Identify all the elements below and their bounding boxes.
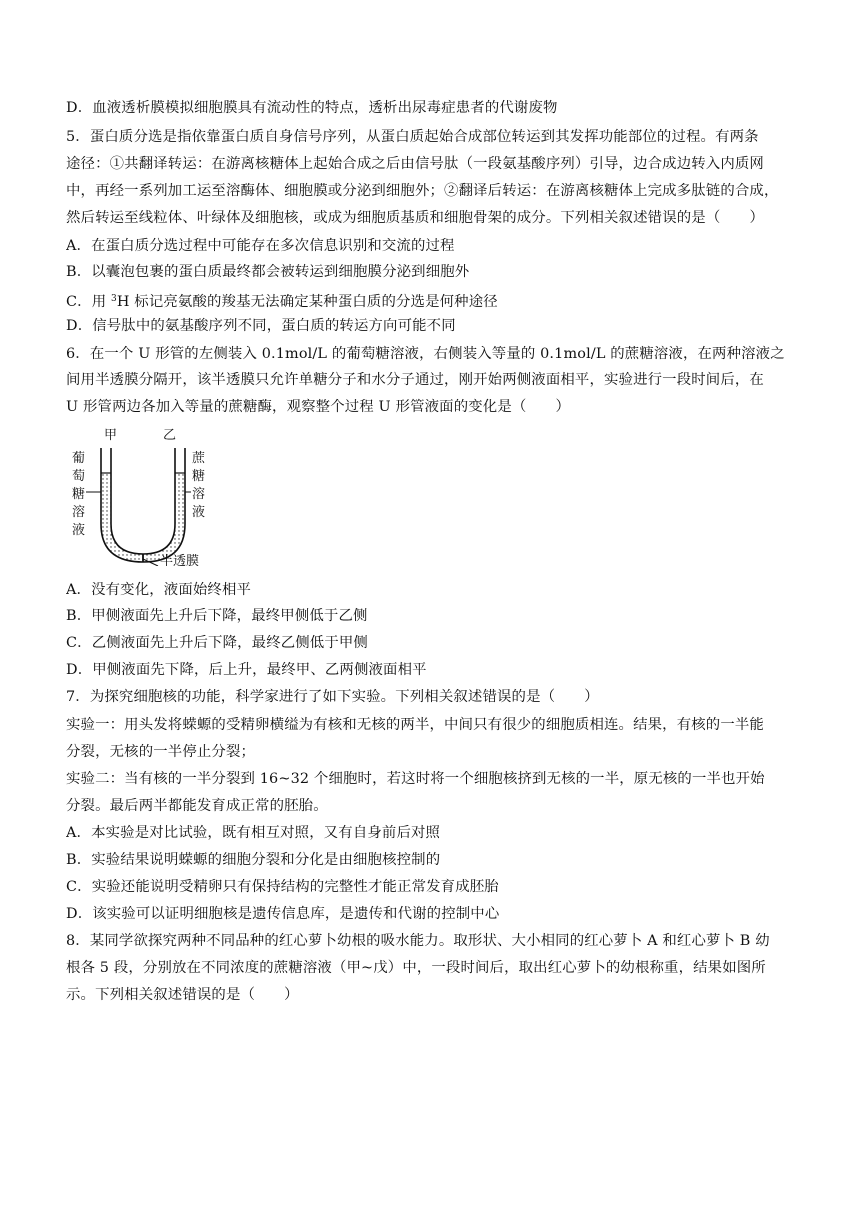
q5-stem-text: 然后转运至线粒体、叶绿体及细胞核，或成为细胞质基质和细胞骨架的成分。下列相关叙述 bbox=[66, 210, 648, 226]
left-label-char: 葡 bbox=[72, 451, 86, 466]
q6-option-a: A．没有变化，液面始终相平 bbox=[66, 582, 252, 598]
q6-stem-line-1: 6．在一个 U 形管的左侧装入 0.1mol/L 的葡萄糖溶液，右侧装入等量的 0.1mol/L 的蔗糖溶液，在两种溶液之 bbox=[66, 346, 785, 362]
right-label-char: 蔗 bbox=[192, 451, 206, 466]
q7-option-a: A．本实验是对比试验，既有相互对照，又有自身前后对照 bbox=[66, 825, 441, 841]
superscript: 3 bbox=[110, 294, 117, 304]
q5-option-d: D．信号肽中的氨基酸序列不同，蛋白质的转运方向可能不同 bbox=[66, 318, 456, 334]
right-label-char: 糖 bbox=[192, 469, 206, 484]
q6-stem-line-3: U 形管两边各加入等量的蔗糖酶，观察整个过程 U 形管液面的变化是（ ） bbox=[66, 399, 571, 415]
emphasis-char: 错 bbox=[182, 987, 197, 1003]
left-label-char: 糖 bbox=[72, 487, 86, 502]
q4-option-d: D．血液透析膜模拟细胞膜具有流动性的特点，透析出尿毒症患者的代谢废物 bbox=[66, 100, 558, 116]
q7-stem-tail: 的是（ ） bbox=[511, 689, 599, 705]
right-label-char: 溶 bbox=[192, 487, 206, 502]
left-label-char: 萄 bbox=[72, 469, 86, 484]
u-tube-figure bbox=[70, 426, 220, 566]
emphasis-char: 误 bbox=[662, 210, 677, 226]
q7-exp1-line-1: 实验一：用头发将蝾螈的受精卵横缢为有核和无核的两半，中间只有很少的细胞质相连。结果，有核的一半能 bbox=[66, 717, 764, 733]
q5-stem-line-3: 中，再经一系列加工运至溶酶体、细胞膜或分泌到细胞外；②翻译后转运：在游离核糖体上完成多肽链的合成， bbox=[66, 183, 779, 199]
q5-option-c-prefix: C．用 bbox=[66, 294, 111, 310]
q7-exp2-line-2: 分裂。最后两半都能发育成正常的胚胎。 bbox=[66, 798, 328, 814]
left-solution-label bbox=[72, 451, 85, 538]
q5-option-b: B．以囊泡包裹的蛋白质最终都会被转运到细胞膜分泌到细胞外 bbox=[66, 264, 470, 280]
u-tube-diagram bbox=[70, 426, 220, 566]
label-yi: 乙 bbox=[163, 428, 177, 443]
right-label-char: 液 bbox=[192, 505, 206, 520]
q5-stem-line-1: 5．蛋白质分选是指依靠蛋白质自身信号序列，从蛋白质起始合成部位转运到其发挥功能部位的过程。有两条 bbox=[66, 129, 759, 145]
q8-stem-line-2: 根各 5 段，分别放在不同浓度的蔗糖溶液（甲~戊）中，一段时间后，取出红心萝卜的幼根称重，结果如图所 bbox=[66, 960, 766, 976]
q5-stem-tail: 的是（ ） bbox=[676, 210, 764, 226]
q7-exp2-line-1: 实验二：当有核的一半分裂到 16~32 个细胞时，若这时将一个细胞核挤到无核的一半，原无核的一半也开始 bbox=[66, 771, 765, 787]
q5-option-a: A．在蛋白质分选过程中可能存在多次信息识别和交流的过程 bbox=[66, 238, 455, 254]
left-label-char: 液 bbox=[72, 523, 86, 538]
q7-stem-text: 7．为探究细胞核的功能，科学家进行了如下实验。下列相关叙述 bbox=[66, 689, 483, 705]
tube-inner-wall bbox=[111, 448, 175, 554]
q7-option-d: D．该实验可以证明细胞核是遗传信息库，是遗传和代谢的控制中心 bbox=[66, 906, 500, 922]
q8-stem-line-3 bbox=[66, 985, 796, 1005]
q5-stem-line-2: 途径：①共翻译转运：在游离核糖体上起始合成之后由信号肽（一段氨基酸序列）引导，边合成边转入内质网 bbox=[66, 156, 764, 172]
right-solution-label bbox=[192, 450, 206, 520]
emphasis-char: 错 bbox=[482, 689, 497, 705]
q6-option-b: B．甲侧液面先上升后下降，最终甲侧低于乙侧 bbox=[66, 608, 368, 624]
q7-option-c: C．实验还能说明受精卵只有保持结构的完整性才能正常发育成胚胎 bbox=[66, 879, 499, 895]
q8-stem-tail: 的是（ ） bbox=[211, 987, 299, 1003]
label-jia: 甲 bbox=[104, 428, 118, 443]
emphasis-char: 误 bbox=[196, 987, 212, 1003]
q6-option-d: D．甲侧液面先下降，后上升，最终甲、乙两侧液面相平 bbox=[66, 662, 427, 678]
q8-stem-line-1: 8．某同学欲探究两种不同品种的红心萝卜幼根的吸水能力。取形状、大小相同的红心萝卜 A 和红心萝卜 B 幼 bbox=[66, 933, 770, 949]
q5-option-c-text: H 标记亮氨酸的羧基无法确定某种蛋白质的分选是何种途径 bbox=[116, 294, 498, 310]
q5-option-c bbox=[66, 289, 796, 312]
q5-stem-line-4 bbox=[66, 208, 796, 228]
q7-stem bbox=[66, 687, 796, 707]
q6-stem-line-2: 间用半透膜分隔开，该半透膜只允许单糖分子和水分子通过，刚开始两侧液面相平，实验进行一段时间后，在 bbox=[66, 372, 764, 388]
q6-option-c: C．乙侧液面先上升后下降，最终乙侧低于甲侧 bbox=[66, 635, 368, 651]
emphasis-char: 错 bbox=[647, 210, 663, 226]
q8-stem-text: 示。下列相关叙述 bbox=[66, 987, 183, 1003]
solution-fill bbox=[101, 473, 185, 562]
q7-option-b: B．实验结果说明蝾螈的细胞分裂和分化是由细胞核控制的 bbox=[66, 852, 441, 868]
emphasis-char: 误 bbox=[497, 689, 512, 705]
q7-exp1-line-2: 分裂，无核的一半停止分裂； bbox=[66, 744, 256, 760]
membrane-label: 半透膜 bbox=[160, 554, 200, 566]
left-label-char: 溶 bbox=[72, 505, 86, 520]
